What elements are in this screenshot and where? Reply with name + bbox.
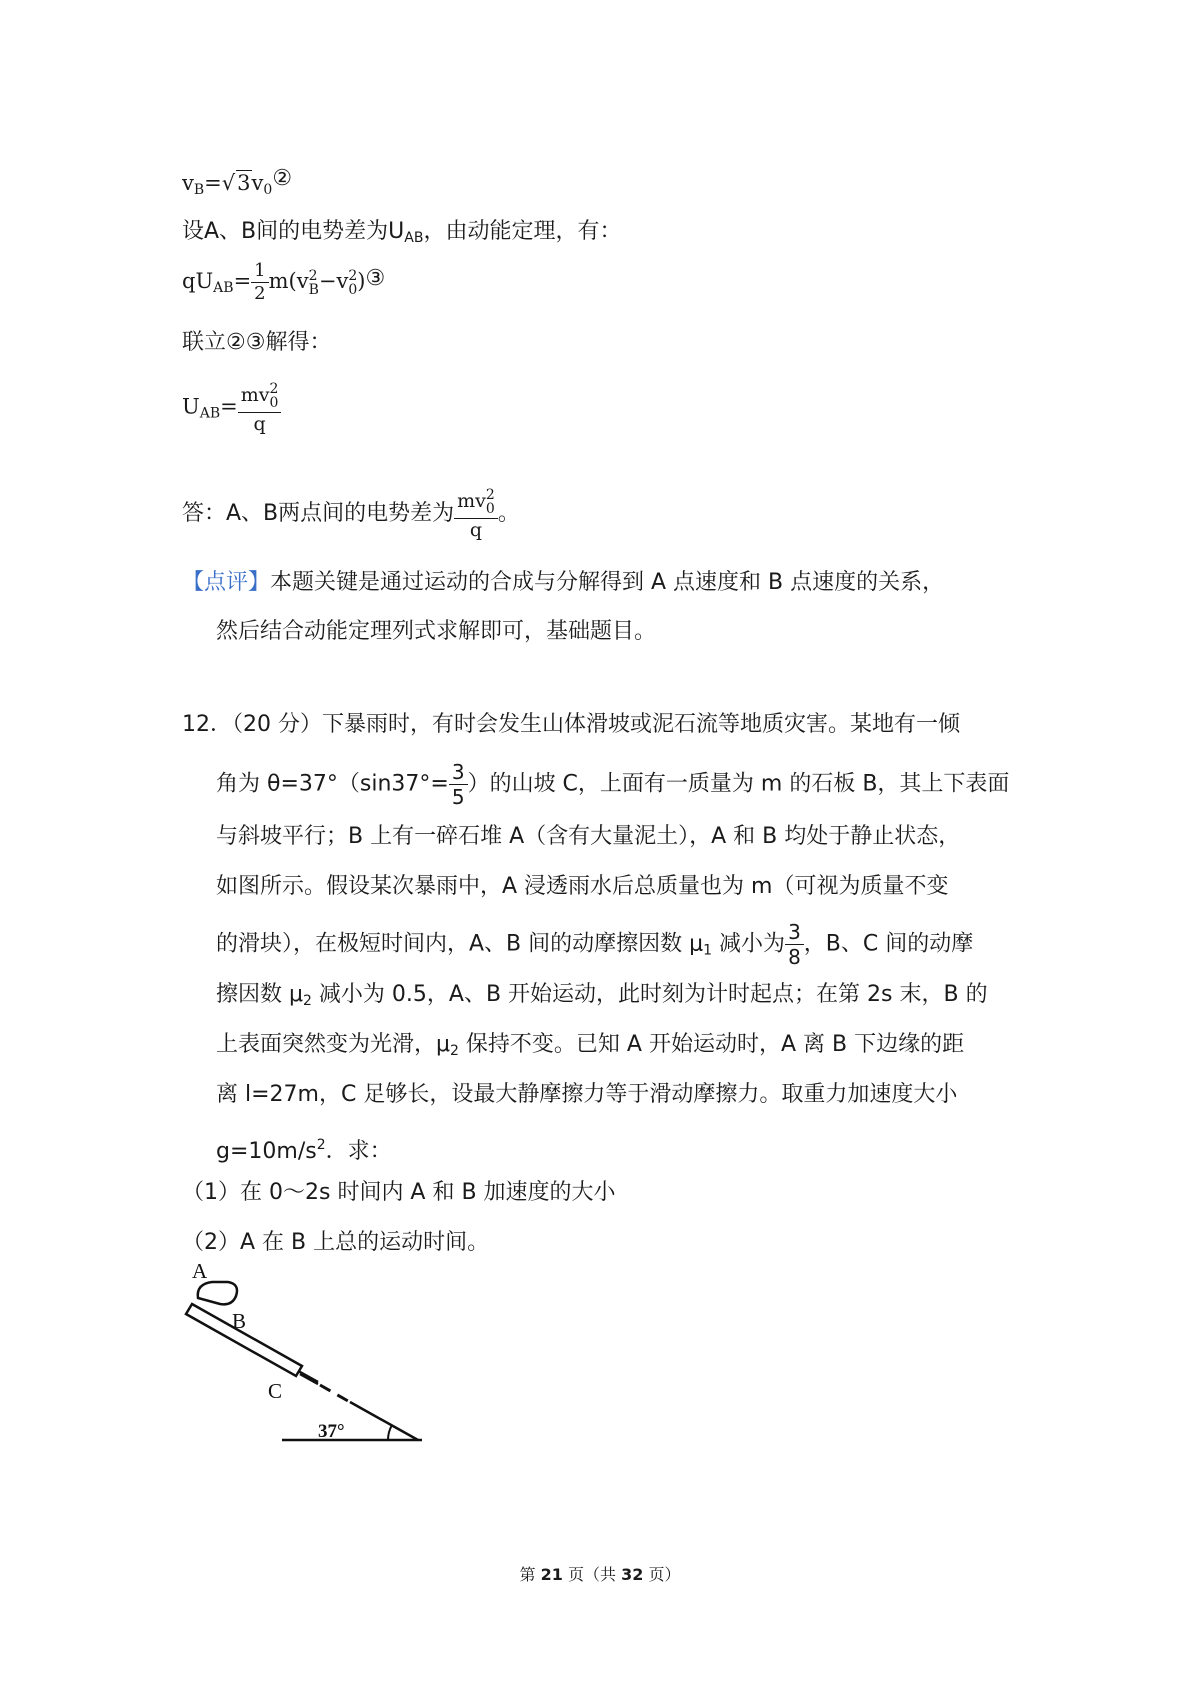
label-angle: 37° [318, 1421, 345, 1442]
formula-vb: $v_B=√3v_0②$ [182, 166, 293, 198]
problem-line-6: 擦因数 $\mu_2$ 减小为 0.5，A、B 开始运动，此时刻为计时起点；在第 2s 末，B 的 [216, 982, 988, 1009]
question-1: （1）在 0～2s 时间内 A 和 B 加速度的大小 [182, 1180, 616, 1205]
problem-line-2: 角为 θ=37°（sin37°= $\frac{3}{5}$ ）的山坡 C，上面有一质量为 m 的石板 B，其上下表面 [216, 760, 1010, 809]
label-b: B [232, 1309, 247, 1333]
slope-line-bottom [350, 1402, 418, 1440]
page-footer: 第 21 页（共 32 页） [519, 1565, 681, 1584]
answer-line: 答：A、B两点间的电势差为 mv 2 0 q 。 [182, 487, 520, 541]
formula-kinetic-energy: $qU_{AB}=$ $\frac{1}{2}$ m(v 2 B −v 2 0 )③ [182, 260, 386, 304]
comment-line-1: 【点评】本题关键是通过运动的合成与分解得到 A 点速度和 B 点速度的关系， [182, 570, 945, 595]
problem-line-4: 如图所示。假设某次暴雨中，A 浸透雨水后总质量也为 m（可视为质量不变 [216, 874, 949, 899]
problem-line-8: 离 l=27m，C 足够长，设最大静摩擦力等于滑动摩擦力。取重力加速度大小 [216, 1082, 958, 1107]
potential-intro-line: 设A、B间的电势差为$U_{AB}$，由动能定理，有： [182, 219, 622, 246]
slope-dashed [320, 1385, 348, 1401]
comment-line-2: 然后结合动能定理列式求解即可，基础题目。 [216, 619, 657, 644]
label-c: C [268, 1379, 283, 1403]
problem-line-3: 与斜坡平行；B 上有一碎石堆 A（含有大量泥土），A 和 B 均处于静止状态， [216, 824, 961, 849]
rock-pile-a-shape [198, 1282, 237, 1304]
combine-line: 联立②③解得： [182, 330, 332, 355]
formula-uab-result: $U_{AB}=$ mv 2 0 q [182, 382, 281, 434]
incline-figure [170, 1262, 430, 1472]
total-pages: 32 [621, 1565, 644, 1584]
problem-line-7: 上表面突然变为光滑，$\mu_2$ 保持不变。已知 A 开始运动时，A 离 B 下边缘的距 [216, 1032, 965, 1059]
problem-line-9: $g=10m/s^2$．求： [216, 1137, 392, 1164]
label-a: A [192, 1262, 208, 1283]
angle-arc [388, 1425, 392, 1440]
formula-number: ③ [365, 266, 386, 291]
problem-line-5: 的滑块），在极短时间内，A、B 间的动摩擦因数 $\mu_1$ 减小为 $\frac{3}{8}$ ，B、C 间的动摩 [216, 920, 974, 969]
problem-line-1: 12．（20 分）下暴雨时，有时会发生山体滑坡或泥石流等地质灾害。某地有一倾 [182, 712, 960, 737]
comment-tag: 【点评】 [182, 570, 271, 595]
formula-number: ② [272, 166, 293, 191]
current-page: 21 [540, 1565, 563, 1584]
question-2: （2）A 在 B 上总的运动时间。 [182, 1230, 490, 1255]
slope-line-lower [300, 1374, 318, 1384]
